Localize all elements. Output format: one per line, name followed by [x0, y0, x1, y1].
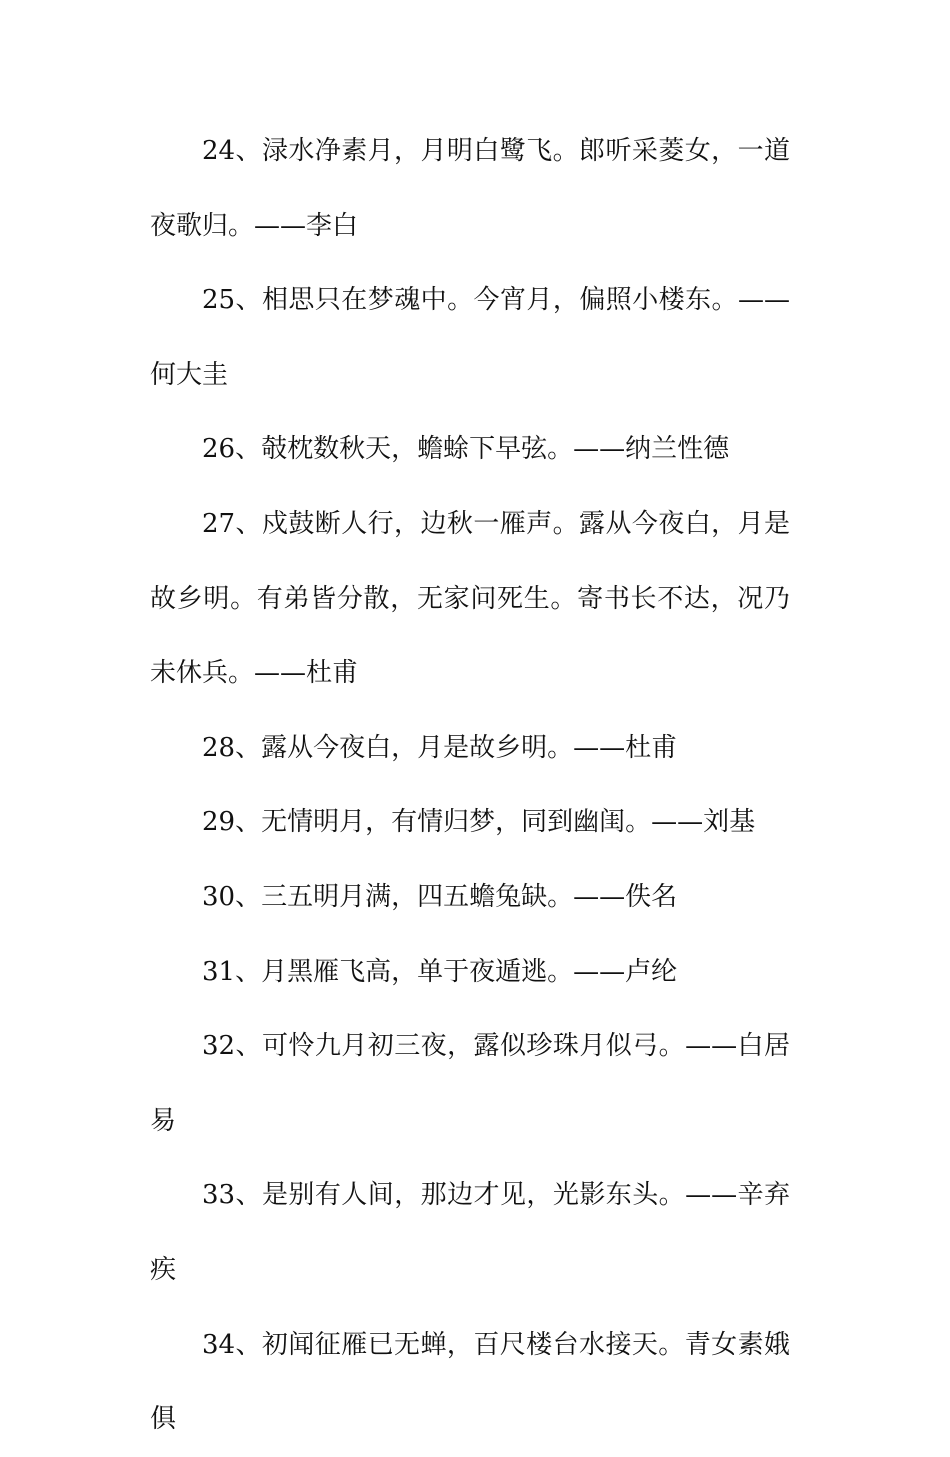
poem-line-34: 34、初闻征雁已无蝉，百尺楼台水接天。青女素娥俱	[150, 1329, 790, 1435]
poem-line-28: 28、露从今夜白，月是故乡明。——杜甫	[202, 732, 678, 763]
poem-line-25: 25、相思只在梦魂中。今宵月，偏照小楼东。——何大圭	[150, 285, 790, 390]
poem-line-31: 31、月黑雁飞高，单于夜遁逃。——卢纶	[202, 956, 678, 987]
poem-line-24: 24、渌水净素月，月明白鹭飞。郎听采菱女，一道夜歌归。——李白	[150, 136, 790, 241]
poem-list	[150, 114, 790, 1457]
poem-line-27: 27、戍鼓断人行，边秋一雁声。露从今夜白，月是故乡明。有弟皆分散，无家问死生。寄书长不达，况乃未休兵。——杜甫	[150, 508, 790, 689]
poem-line-33: 33、是别有人间，那边才见，光影东头。——辛弃疾	[150, 1180, 790, 1285]
poem-line-29: 29、无情明月，有情归梦，同到幽闺。——刘基	[202, 807, 756, 838]
poem-line-30: 30、三五明月满，四五蟾兔缺。——佚名	[202, 881, 678, 912]
poem-line-26: 26、攲枕数秋天，蟾蜍下早弦。——纳兰性德	[202, 434, 730, 465]
poem-line-32: 32、可怜九月初三夜，露似珍珠月似弓。——白居易	[150, 1031, 790, 1136]
